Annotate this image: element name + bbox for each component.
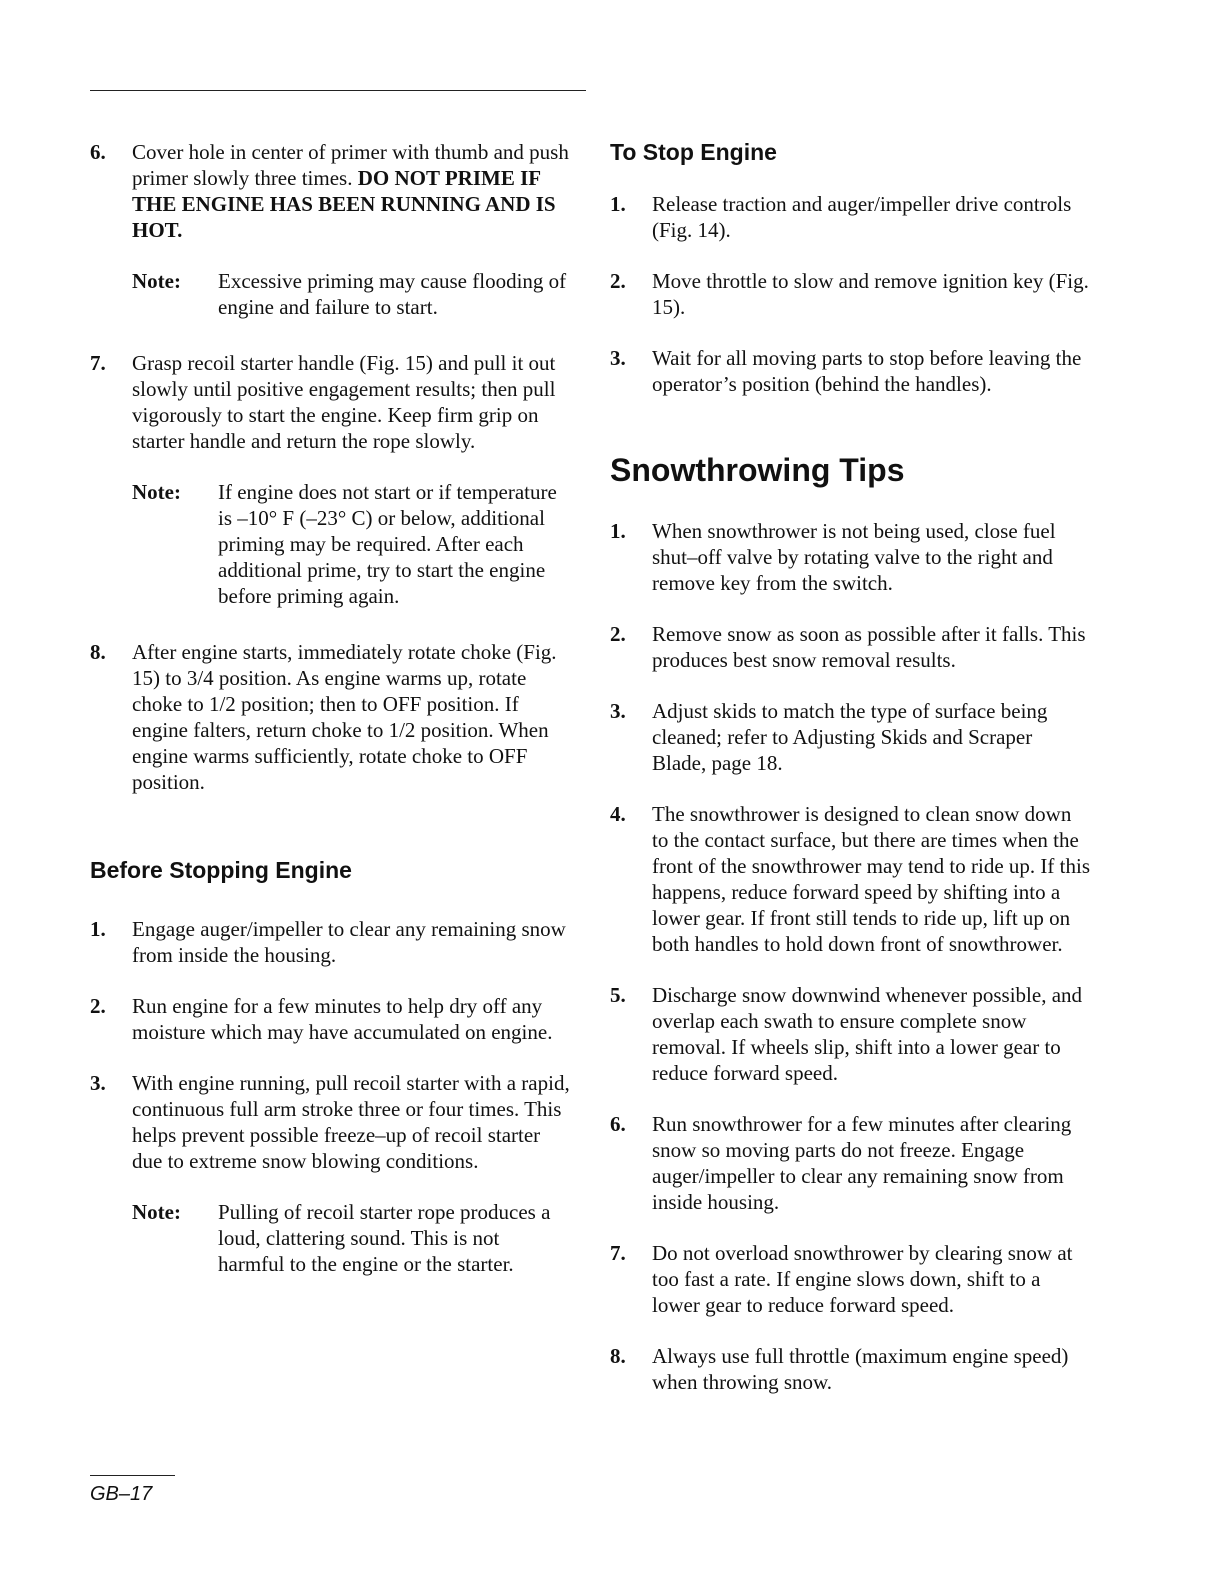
before-stopping-step-1 xyxy=(90,916,570,968)
before-stopping-step-2 xyxy=(90,993,570,1045)
step-6-warning: DO NOT PRIME IF THE ENGINE HAS BEEN RUNNING AND IS HOT. xyxy=(132,166,556,242)
step-text: Always use full throttle (maximum engine speed) when throwing snow. xyxy=(652,1344,1069,1394)
step-number: 7. xyxy=(90,351,106,375)
step-text: Discharge snow downwind whenever possible, and overlap each swath to ensure complete snow removal. If wheels slip, shift into a lower gear to reduce forward speed. xyxy=(652,983,1083,1085)
step-number: 3. xyxy=(610,346,626,370)
stop-step-1 xyxy=(610,191,1090,243)
note-label: Note: xyxy=(132,269,181,293)
step-text: Run engine for a few minutes to help dry off any moisture which may have accumulated on engine. xyxy=(132,994,553,1044)
step-text: Wait for all moving parts to stop before leaving the operator’s position (behind the handles). xyxy=(652,346,1082,396)
step-8 xyxy=(90,639,570,795)
right-column xyxy=(610,139,1090,1420)
tip-7 xyxy=(610,1240,1090,1318)
before-stopping-step-3 xyxy=(90,1070,570,1174)
step-number: 2. xyxy=(610,269,626,293)
step-6 xyxy=(90,139,570,243)
step-text: Adjust skids to match the type of surface being cleaned; refer to Adjusting Skids and Scraper Blade, page 18. xyxy=(652,699,1048,775)
step-number: 1. xyxy=(610,519,626,543)
step-number: 7. xyxy=(610,1241,626,1265)
heading-snowthrowing-tips: Snowthrowing Tips xyxy=(610,452,905,488)
step-6-text: Cover hole in center of primer with thumb and push primer slowly three times. xyxy=(132,140,569,190)
step-text: After engine starts, immediately rotate choke (Fig. 15) to 3/4 position. As engine warms up, rotate choke to 1/2 position; then to OFF position. If engine falters, return choke to 1/2 position. When engine warms sufficiently, rotate choke to OFF position. xyxy=(132,640,557,794)
step-number: 4. xyxy=(610,802,626,826)
note-additional-priming xyxy=(132,479,570,609)
step-text: Release traction and auger/impeller drive controls (Fig. 14). xyxy=(652,192,1072,242)
step-text: Remove snow as soon as possible after it falls. This produces best snow removal results. xyxy=(652,622,1086,672)
step-number: 1. xyxy=(90,917,106,941)
stop-step-3 xyxy=(610,345,1090,397)
note-text: If engine does not start or if temperature is –10° F (–23° C) or below, additional priming may be required. After each additional prime, try to start the engine before priming again. xyxy=(218,480,557,608)
step-text: The snowthrower is designed to clean snow down to the contact surface, but there are times when the front of the snowthrower may tend to ride up. If this happens, reduce forward speed by shifting into a lower gear. If front still tends to ride up, lift up on both handles to hold down front of snowthrower. xyxy=(652,802,1090,956)
heading-to-stop-engine: To Stop Engine xyxy=(610,139,777,165)
tip-2 xyxy=(610,621,1090,673)
tip-4 xyxy=(610,801,1090,957)
note-text: Pulling of recoil starter rope produces a loud, clattering sound. This is not harmful to the engine or the starter. xyxy=(218,1200,551,1276)
step-text xyxy=(132,139,570,243)
step-number: 6. xyxy=(610,1112,626,1136)
tip-8 xyxy=(610,1343,1090,1395)
step-number: 8. xyxy=(610,1344,626,1368)
header-rule xyxy=(90,90,586,91)
step-number: 5. xyxy=(610,983,626,1007)
step-number: 3. xyxy=(610,699,626,723)
step-number: 2. xyxy=(610,622,626,646)
step-number: 8. xyxy=(90,640,106,664)
step-number: 6. xyxy=(90,140,106,164)
note-text: Excessive priming may cause flooding of engine and failure to start. xyxy=(218,269,567,319)
step-number: 2. xyxy=(90,994,106,1018)
tip-6 xyxy=(610,1111,1090,1215)
heading-before-stopping-engine: Before Stopping Engine xyxy=(90,857,352,883)
step-text: Move throttle to slow and remove ignition key (Fig. 15). xyxy=(652,269,1089,319)
page-number: GB–17 xyxy=(90,1483,153,1505)
step-text: With engine running, pull recoil starter with a rapid, continuous full arm stroke three or four times. This helps prevent possible freeze–up of recoil starter due to extreme snow blowing conditions. xyxy=(132,1071,570,1173)
step-text: When snowthrower is not being used, close fuel shut–off valve by rotating valve to the right and remove key from the switch. xyxy=(652,519,1056,595)
left-column xyxy=(90,139,570,1307)
stop-step-2 xyxy=(610,268,1090,320)
step-7 xyxy=(90,350,570,454)
tip-1 xyxy=(610,518,1090,596)
note-recoil-starter-sound xyxy=(132,1199,570,1277)
step-text: Do not overload snowthrower by clearing snow at too fast a rate. If engine slows down, shift to a lower gear to reduce forward speed. xyxy=(652,1241,1073,1317)
step-number: 1. xyxy=(610,192,626,216)
note-label: Note: xyxy=(132,480,181,504)
note-excessive-priming xyxy=(132,268,570,320)
step-number: 3. xyxy=(90,1071,106,1095)
step-text: Grasp recoil starter handle (Fig. 15) and pull it out slowly until positive engagement results; then pull vigorously to start the engine. Keep firm grip on starter handle and return the rope slowly. xyxy=(132,351,556,453)
tip-5 xyxy=(610,982,1090,1086)
step-text: Engage auger/impeller to clear any remaining snow from inside the housing. xyxy=(132,917,566,967)
note-label: Note: xyxy=(132,1200,181,1224)
step-text: Run snowthrower for a few minutes after clearing snow so moving parts do not freeze. Engage auger/impeller to clear any remaining snow from inside housing. xyxy=(652,1112,1072,1214)
tip-3 xyxy=(610,698,1090,776)
footer-rule xyxy=(90,1475,175,1476)
